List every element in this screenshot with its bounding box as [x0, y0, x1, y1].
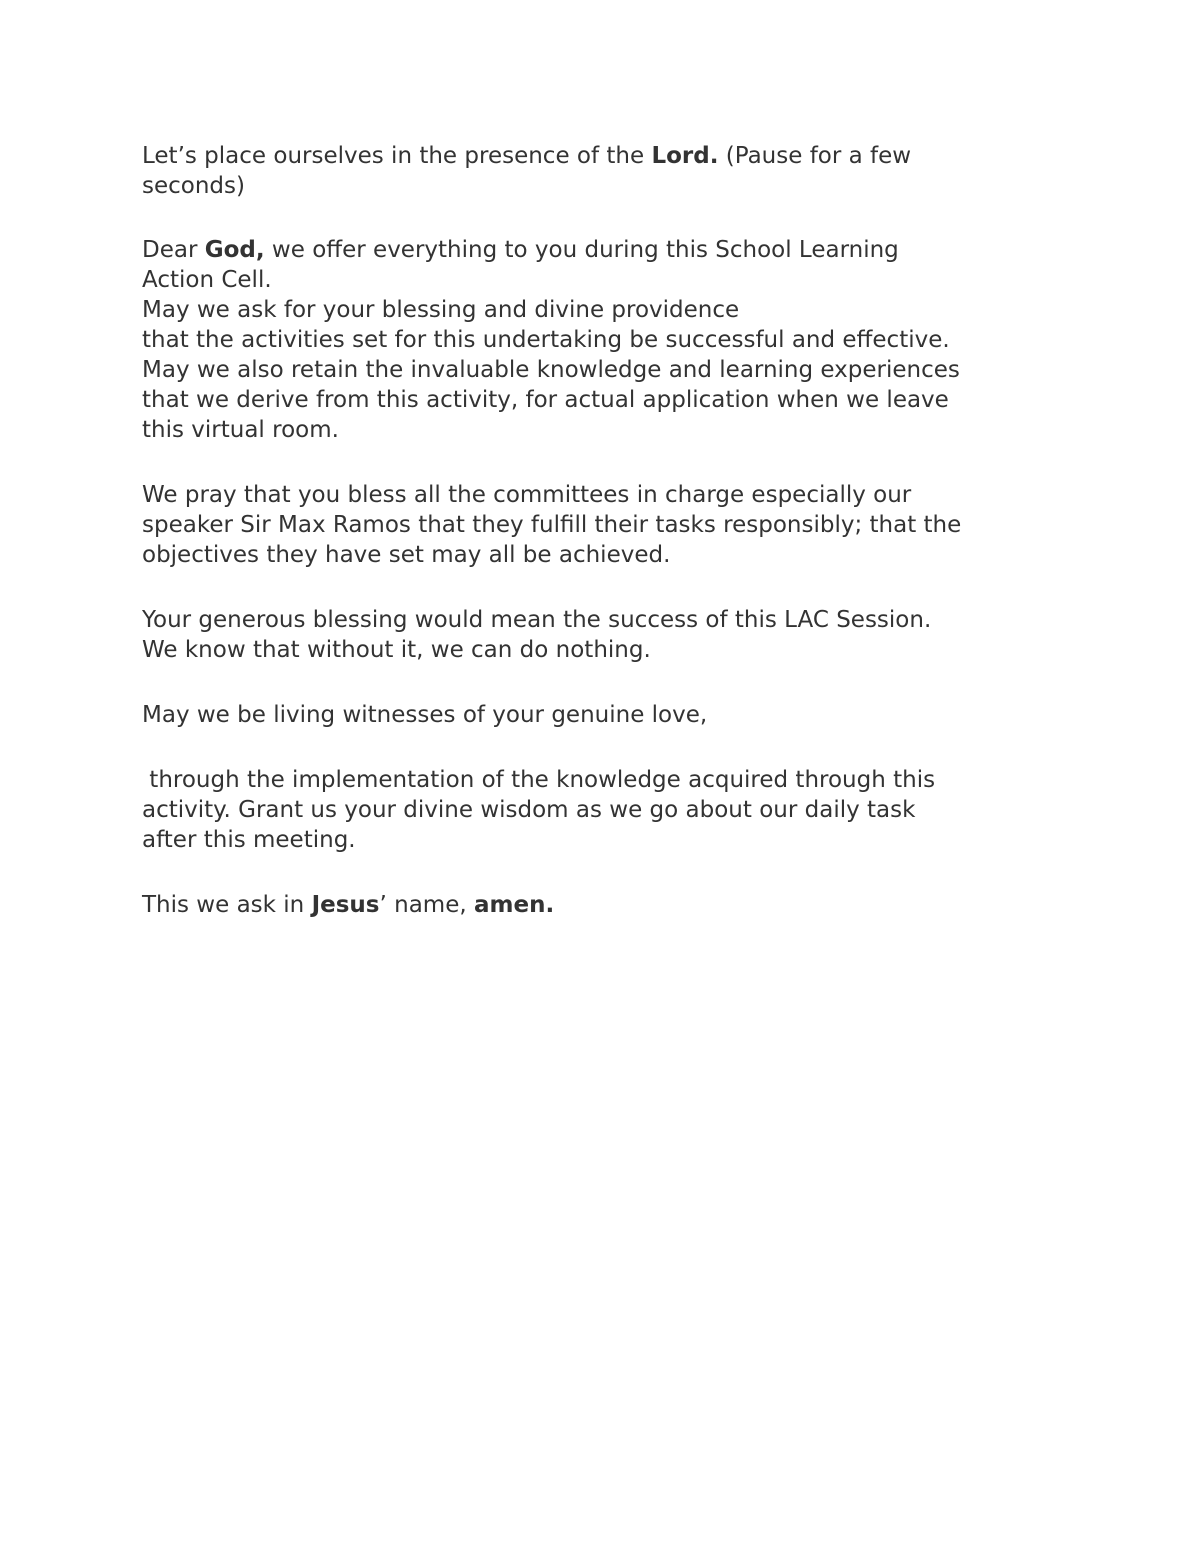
paragraph-spacer	[142, 201, 1102, 235]
text-line: May we also retain the invaluable knowledge and learning experiences	[142, 357, 960, 383]
text-run: we offer everything to you during this School Learning	[264, 237, 899, 263]
text-line: objectives they have set may all be achieved.	[142, 542, 671, 568]
bold-text-lord: Lord.	[651, 143, 719, 169]
bold-text-amen: amen.	[473, 892, 555, 918]
text-run: ’ name,	[379, 892, 474, 918]
text-line: May we ask for your blessing and divine providence	[142, 297, 740, 323]
text-run: This we ask in	[142, 892, 312, 918]
text-run: Dear	[142, 237, 205, 263]
text-line: that we derive from this activity, for actual application when we leave	[142, 387, 949, 413]
text-line	[142, 141, 1102, 171]
text-line: Your generous blessing would mean the success of this LAC Session.	[142, 607, 932, 633]
paragraph-witnesses	[142, 700, 1102, 730]
paragraph-spacer	[142, 730, 1102, 765]
text-line: We know that without it, we can do nothing.	[142, 637, 651, 663]
prayer-text	[142, 141, 1102, 920]
bold-text-god: God,	[204, 237, 265, 263]
paragraph-spacer	[142, 665, 1102, 700]
paragraph-spacer	[142, 855, 1102, 890]
text-line: seconds)	[142, 173, 245, 199]
text-line: We pray that you bless all the committees in charge especially our	[142, 482, 912, 508]
text-line: after this meeting.	[142, 827, 356, 853]
text-run: (Pause for a few	[718, 143, 912, 169]
paragraph-opening	[142, 141, 1102, 201]
paragraph-blessing	[142, 605, 1102, 665]
paragraph-dear-god	[142, 235, 1102, 445]
text-line	[142, 890, 1102, 920]
paragraph-spacer	[142, 445, 1102, 480]
text-line: activity. Grant us your divine wisdom as we go about our daily task	[142, 797, 916, 823]
text-line: that the activities set for this undertaking be successful and effective.	[142, 327, 950, 353]
paragraph-spacer	[142, 570, 1102, 605]
paragraph-committees	[142, 480, 1102, 570]
text-line: this virtual room.	[142, 417, 339, 443]
text-line: through the implementation of the knowledge acquired through this	[142, 767, 936, 793]
text-line	[142, 235, 1102, 265]
text-line: Action Cell.	[142, 267, 272, 293]
text-run: Let’s place ourselves in the presence of the	[142, 143, 652, 169]
bold-text-jesus: Jesus	[311, 892, 380, 918]
paragraph-implementation	[142, 765, 1102, 855]
paragraph-closing	[142, 890, 1102, 920]
text-line: May we be living witnesses of your genuine love,	[142, 702, 708, 728]
text-line: speaker Sir Max Ramos that they fulfill their tasks responsibly; that the	[142, 512, 962, 538]
